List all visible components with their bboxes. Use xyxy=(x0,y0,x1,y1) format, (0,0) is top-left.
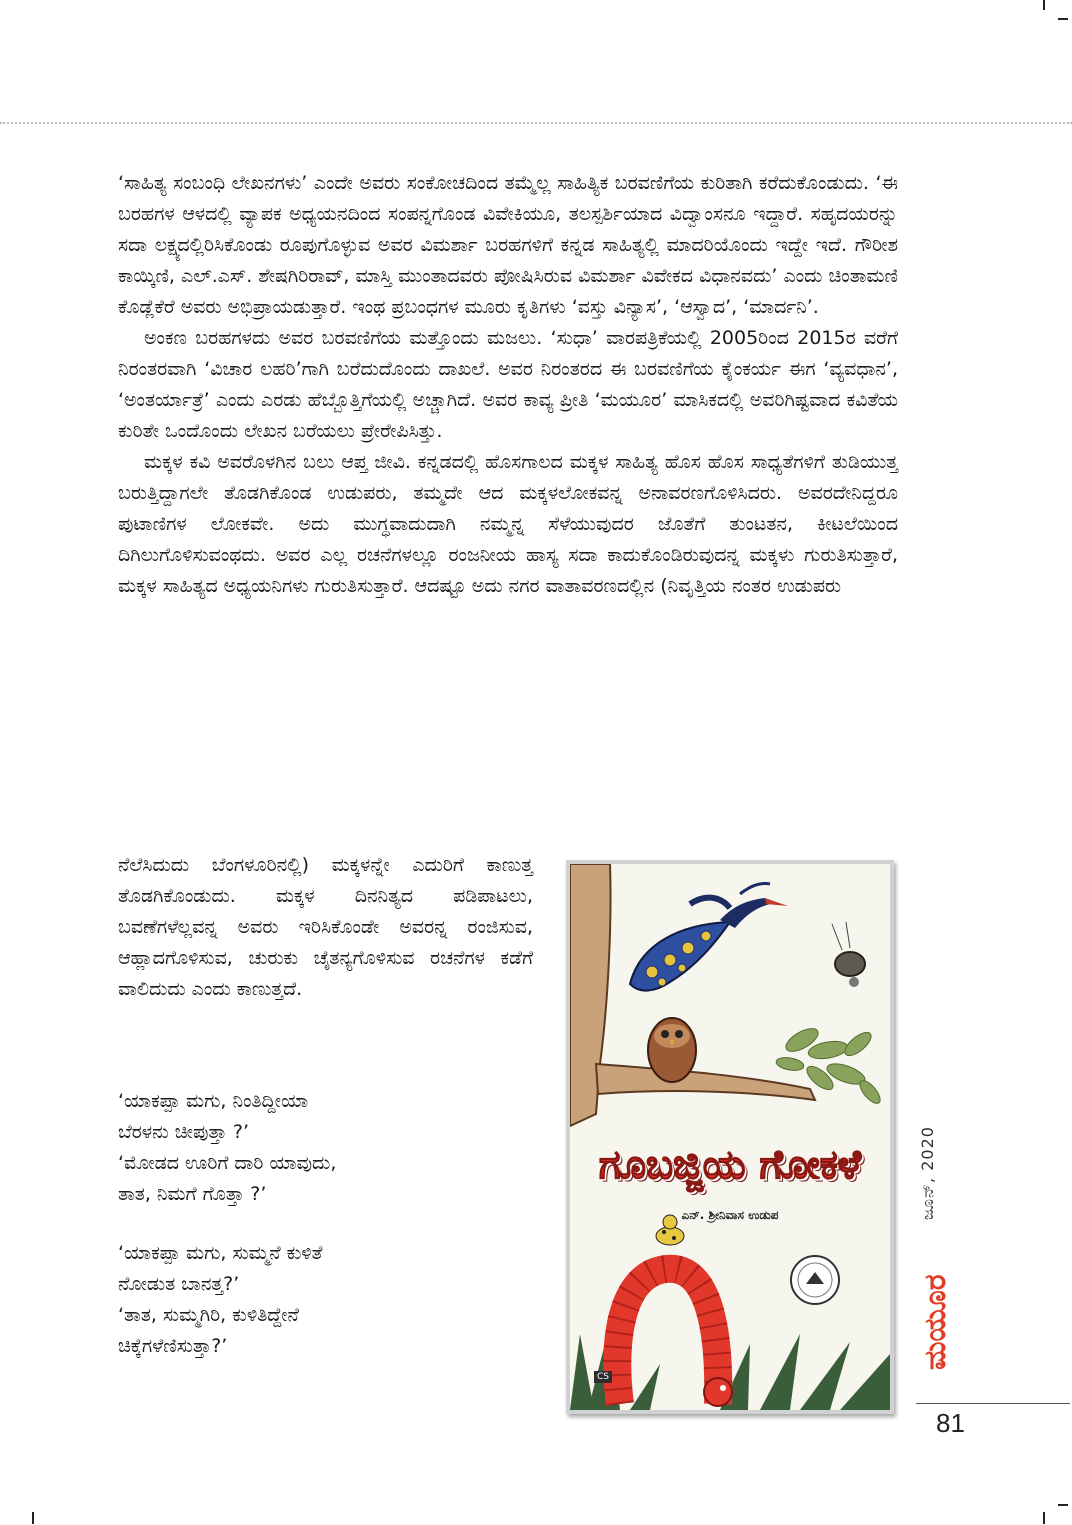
crop-mark xyxy=(1043,1512,1045,1524)
poem-excerpt xyxy=(118,1086,538,1390)
poem-line: ನೋಡುತ ಬಾನತ್ತ?’ xyxy=(118,1273,240,1295)
book-cover-illustration xyxy=(570,864,890,1410)
poem-line: ‘ತಾತ, ಸುಮ್ಮಗಿರಿ, ಕುಳಿತಿದ್ದೇನೆ xyxy=(118,1304,299,1326)
magazine-name: ಮಯೂರ xyxy=(918,1274,953,1370)
crop-mark xyxy=(1058,1504,1068,1506)
crop-mark xyxy=(1058,18,1068,20)
poem-line: ‘ಯಾಕಪ್ಪಾ ಮಗು, ಸುಮ್ಮನೆ ಕುಳಿತೆ xyxy=(118,1242,323,1264)
crop-mark xyxy=(1043,0,1045,10)
poem-stanza xyxy=(118,1238,538,1362)
paragraph: ‘ಸಾಹಿತ್ಯ ಸಂಬಂಧಿ ಲೇಖನಗಳು’ ಎಂದೇ ಅವರು ಸಂಕೋಚದಿಂದ ತಮ್ಮೆಲ್ಲ ಸಾಹಿತ್ಯಿಕ ಬರವಣಿಗೆಯ ಕುರಿತಾಗಿ ಕರೆದುಕೊಂಡುದು. ‘ಈ ಬರಹಗಳ ಆಳದಲ್ಲಿ ವ್ಯಾಪಕ ಅಧ್ಯಯನದಿಂದ ಸಂಪನ್ನಗೊಂಡ ವಿವೇಕಿಯೂ, ತಲಸ್ಪರ್ಶಿಯಾದ ವಿದ್ವಾಂಸನೂ ಇದ್ದಾರೆ. ಸಹೃದಯರನ್ನು ಸದಾ ಲಕ್ಷ್ಯದಲ್ಲಿರಿಸಿಕೊಂಡು ರೂಪುಗೊಳ್ಳುವ ಅವರ ವಿಮರ್ಶಾ ಬರಹಗಳಿಗೆ ಕನ್ನಡ ಸಾಹಿತ್ಯಲ್ಲಿ ಮಾದರಿಯೊಂದು ಇದ್ದೇ ಇದೆ. ಗೌರೀಶ ಕಾಯ್ಕಿಣಿ, ಎಲ್.ಎಸ್. ಶೇಷಗಿರಿರಾವ್, ಮಾಸ್ತಿ ಮುಂತಾದವರು ಪೋಷಿಸಿರುವ ವಿಮರ್ಶಾ ವಿವೇಕದ ವಿಧಾನವದು’ ಎಂದು ಚಿಂತಾಮಣಿ ಕೊಡ್ಲೆಕೆರೆ ಅವರು ಅಭಿಪ್ರಾಯಡುತ್ತಾರೆ. ಇಂಥ ಪ್ರಬಂಧಗಳ ಮೂರು ಕೃತಿಗಳು ‘ವಸ್ತು ವಿನ್ಯಾಸ’, ‘ಆಸ್ವಾದ’, ‘ಮಾರ್ದನಿ’. xyxy=(118,172,898,318)
book-cover-title: ಗೂಬಜ್ಜಿಯ ಗೋಕಳೆ xyxy=(598,1142,862,1188)
poem-line: ಬೆರಳನು ಚೀಪುತ್ತಾ ?’ xyxy=(118,1121,250,1143)
paragraph: ಅಂಕಣ ಬರಹಗಳದು ಅವರ ಬರವಣಿಗೆಯ ಮತ್ತೊಂದು ಮಜಲು. ‘ಸುಧಾ’ ವಾರಪತ್ರಿಕೆಯಲ್ಲಿ 2005ರಿಂದ 2015ರ ವರೆಗೆ ನಿರಂತರವಾಗಿ ‘ವಿಚಾರ ಲಹರಿ’ಗಾಗಿ ಬರೆದುದೊಂದು ದಾಖಲೆ. ಅವರ ನಿರಂತರದ ಈ ಬರವಣಿಗೆಯ ಕೈಂಕರ್ಯ ಈಗ ‘ವ್ಯವಧಾನ’, ‘ಅಂತರ್ಯಾತ್ರೆ’ ಎಂದು ಎರಡು ಹೆಬ್ಬೊತ್ತಿಗೆಯಲ್ಲಿ ಅಚ್ಚಾಗಿದೆ. ಅವರ ಕಾವ್ಯ ಪ್ರೀತಿ ‘ಮಯೂರ’ ಮಾಸಿಕದಲ್ಲಿ ಅವರಿಗಿಷ್ಟವಾದ ಕವಿತೆಯ ಕುರಿತೇ ಒಂದೊಂದು ಲೇಖನ ಬರೆಯಲು ಪ್ರೇರೇಪಿಸಿತ್ತು. xyxy=(118,327,898,442)
poem-line: ಚಿಕ್ಕೆಗಳೆಣಿಸುತ್ತಾ?’ xyxy=(118,1335,228,1357)
header-dotted-rule xyxy=(0,122,1072,124)
poem-line: ತಾತ, ನಿಮಗೆ ಗೊತ್ತಾ ?’ xyxy=(118,1183,267,1205)
crop-mark xyxy=(32,1512,34,1524)
poem-line: ‘ಮೋಡದ ಊರಿಗೆ ದಾರಿ ಯಾವುದು, xyxy=(118,1152,337,1174)
scanner-watermark: CS xyxy=(594,1371,612,1383)
poem-stanza xyxy=(118,1086,538,1210)
poem-line: ‘ಯಾಕಪ್ಪಾ ಮಗು, ನಿಂತಿದ್ದೀಯಾ xyxy=(118,1090,309,1112)
paragraph: ನೆಲೆಸಿದುದು ಬೆಂಗಳೂರಿನಲ್ಲಿ) ಮಕ್ಕಳನ್ನೇ ಎದುರಿಗೆ ಕಾಣುತ್ತ ತೊಡಗಿಕೊಂಡುದು. ಮಕ್ಕಳ ದಿನನಿತ್ಯದ ಪಡಿಪಾಟಲು, ಬವಣೆಗಳೆಲ್ಲವನ್ನ ಅವರು ಇರಿಸಿಕೊಂಡೇ ಅವರನ್ನ ರಂಜಿಸುವ, ಆಹ್ಲಾದಗೊಳಿಸುವ, ಚುರುಕು ಚೈತನ್ಯಗೊಳಿಸುವ ರಚನೆಗಳ ಕಡೆಗೆ ವಾಲಿದುದು ಎಂದು ಕಾಣುತ್ತದೆ. xyxy=(118,854,533,1000)
footer-rule xyxy=(916,1403,1070,1404)
book-cover-image xyxy=(566,860,894,1414)
article-body xyxy=(118,168,898,602)
page-number: 81 xyxy=(936,1408,965,1438)
book-cover-author: ಎನ್. ಶ್ರೀನಿವಾಸ ಉಡುಪ xyxy=(681,1208,779,1222)
article-wrap-column xyxy=(118,850,533,1005)
paragraph: ಮಕ್ಕಳ ಕವಿ ಅವರೊಳಗಿನ ಬಲು ಆಪ್ತ ಜೀವಿ. ಕನ್ನಡದಲ್ಲಿ ಹೊಸಗಾಲದ ಮಕ್ಕಳ ಸಾಹಿತ್ಯ ಹೊಸ ಹೊಸ ಸಾಧ್ಯತೆಗಳಿಗೆ ತುಡಿಯುತ್ತ ಬರುತ್ತಿದ್ದಾಗಲೇ ತೊಡಗಿಕೊಂಡ ಉಡುಪರು, ತಮ್ಮದೇ ಆದ ಮಕ್ಕಳಲೋಕವನ್ನ ಅನಾವರಣಗೊಳಿಸಿದರು. ಅವರದೇನಿದ್ದರೂ ಪುಟಾಣಿಗಳ ಲೋಕವೇ. ಅದು ಮುಗ್ಧವಾದುದಾಗಿ ನಮ್ಮನ್ನ ಸೆಳೆಯುವುದರ ಜೊತೆಗೆ ತುಂಟತನ, ಕೀಟಲೆಯಿಂದ ದಿಗಿಲುಗೊಳಿಸುವಂಥದು. ಅವರ ಎಲ್ಲ ರಚನೆಗಳಲ್ಲೂ ರಂಜನೀಯ ಹಾಸ್ಯ ಸದಾ ಕಾದುಕೊಂಡಿರುವುದನ್ನ ಮಕ್ಕಳು ಗುರುತಿಸುತ್ತಾರೆ, ಮಕ್ಕಳ ಸಾಹಿತ್ಯದ ಅಧ್ಯಯನಿಗಳು ಗುರುತಿಸುತ್ತಾರೆ. ಆದಷ್ಟೂ ಅದು ನಗರ ವಾತಾವರಣದಲ್ಲಿನ (ನಿವೃತ್ತಿಯ ನಂತರ ಉಡುಪರು xyxy=(118,451,898,597)
issue-date: ಜೂನ್, 2020 xyxy=(918,1126,937,1220)
